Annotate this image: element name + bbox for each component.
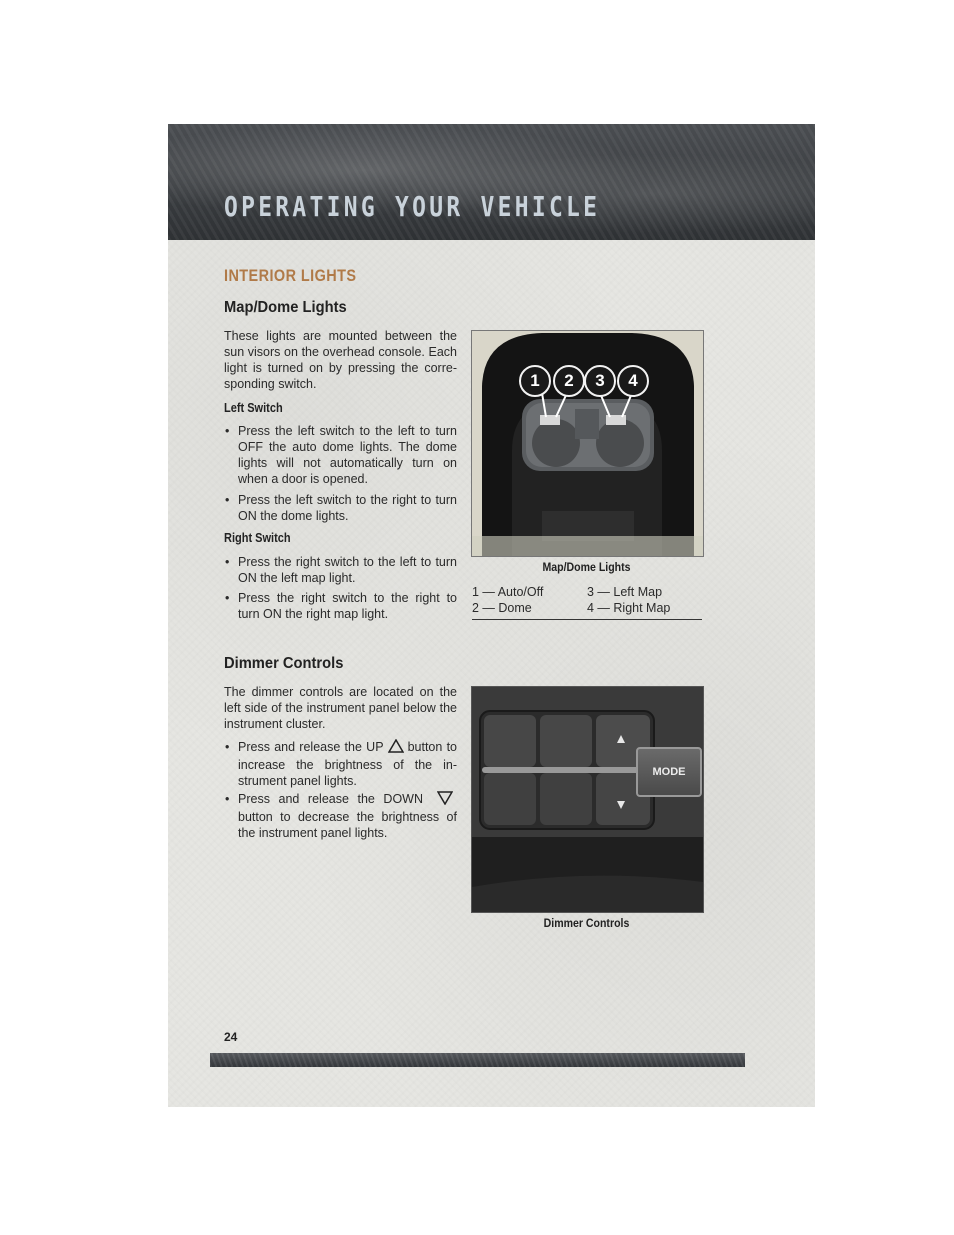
left-switch-heading: Left Switch [224, 401, 283, 415]
manual-page [168, 124, 815, 1107]
chapter-header-banner [168, 124, 815, 240]
map-dome-lights-photo [471, 330, 704, 557]
bullet-up-text-after: button to increase the brightness of the in-strument panel lights. [238, 740, 457, 788]
callout-1: 1 [519, 365, 551, 397]
map-dome-legend [472, 584, 702, 620]
dimmer-heading: Dimmer Controls [224, 655, 344, 672]
bullet-down-text-after: button to decrease the brightness of the instrument panel lights. [238, 810, 457, 840]
dimmer-bullet-up [224, 739, 457, 789]
dimmer-switch-illustration [472, 687, 703, 912]
dimmer-bullet-down [224, 791, 457, 841]
right-switch-bullet-2: • Press the right switch to the right to turn ON the right map light. [224, 590, 457, 622]
triangle-up-outline-icon [388, 739, 404, 757]
mode-button: MODE [636, 747, 702, 797]
legend-item-left-map: 3 — Left Map [587, 585, 663, 599]
dimmer-controls-photo [471, 686, 704, 913]
page-number: 24 [224, 1030, 238, 1044]
callout-3: 3 [584, 365, 616, 397]
bullet-up-text-before: Press and release the UP [238, 740, 384, 754]
callout-4: 4 [617, 365, 649, 397]
overhead-console-illustration [472, 331, 703, 556]
right-switch-bullet-1: • Press the right switch to the left to turn ON the left map light. [224, 554, 457, 586]
map-dome-heading: Map/Dome Lights [224, 299, 347, 316]
legend-item-dome: 2 — Dome [472, 601, 532, 615]
left-switch-bullet-2: • Press the left switch to the right to turn ON the dome lights. [224, 492, 457, 524]
right-switch-heading: Right Switch [224, 531, 291, 545]
dimmer-caption: Dimmer Controls [543, 916, 630, 930]
chapter-title: OPERATING YOUR VEHICLE [224, 190, 601, 223]
left-switch-bullet-1: • Press the left switch to the left to turn OFF the auto dome lights. The dome lights will not automatically turn on when a door is opened. [224, 423, 457, 487]
map-dome-caption: Map/Dome Lights [542, 560, 631, 574]
dimmer-intro: The dimmer controls are located on the left side of the instrument panel below the instrument cluster. [224, 685, 457, 731]
legend-item-auto-off: 1 — Auto/Off [472, 585, 544, 599]
bullet-down-text-before: Press and release the DOWN [238, 792, 423, 806]
callout-2: 2 [553, 365, 585, 397]
section-title: INTERIOR LIGHTS [224, 266, 357, 285]
map-dome-intro: These lights are mounted between the sun visors on the overhead console. Each light is turned on by pressing the corre-sponding switch. [224, 329, 457, 391]
footer-bar [210, 1053, 745, 1067]
triangle-down-outline-icon [437, 791, 453, 809]
legend-item-right-map: 4 — Right Map [587, 601, 671, 615]
